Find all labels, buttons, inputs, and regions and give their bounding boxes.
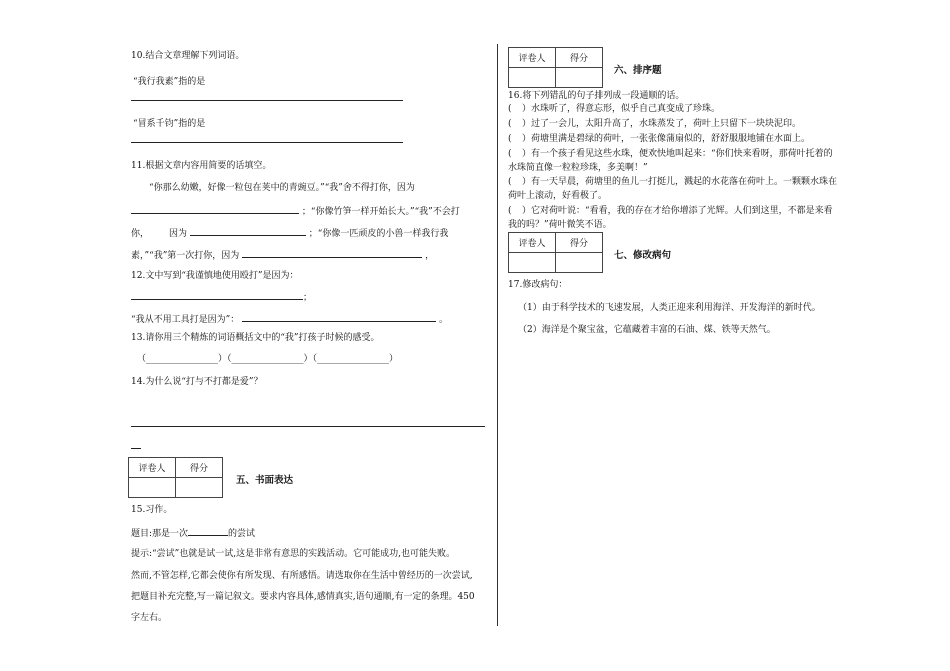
- q16-paren-3[interactable]: (: [508, 134, 512, 144]
- score-box-reviewer-label: 评卷人: [509, 48, 556, 68]
- q10-answer-line-b[interactable]: [131, 142, 403, 143]
- q11-line-3-c: ；“你像一匹顽皮的小兽一样我行我: [308, 229, 449, 239]
- score-box-points-cell[interactable]: [556, 68, 603, 88]
- q17-title: 17.修改病句：: [508, 280, 568, 290]
- q16-paren-6[interactable]: (: [508, 206, 512, 216]
- q16-paren-1[interactable]: (: [508, 104, 512, 114]
- q12-line-1-end: ；: [303, 293, 313, 303]
- q11-blank-1[interactable]: [131, 204, 299, 214]
- q15-prompt-line-4: 字左右。: [131, 613, 168, 623]
- section-7-title: 七、修改病句: [614, 250, 672, 261]
- q17-item-1: （1）由于科学技术的飞速发展，人类正迎来利用海洋、开发海洋的新时代。: [518, 303, 821, 313]
- q11-line-3: [131, 226, 448, 240]
- section-5-title: 五、书面表达: [236, 475, 294, 486]
- q16-sentence-2-text: ）过了一会儿，太阳升高了，水珠蒸发了，荷叶上只留下一块块泥印。: [522, 119, 802, 129]
- score-box-section6: [508, 47, 603, 88]
- score-box-points-cell[interactable]: [176, 478, 223, 498]
- q15-topic-b: 的尝试: [228, 529, 256, 539]
- q15-prompt-line-2: 然而,不管怎样,它都会使你有所发现、有所感悟。请选取你在生活中曾经历的一次尝试,: [131, 571, 473, 581]
- q16-sentence-6-cont: 我的吗？”荷叶微笑不语。: [508, 220, 612, 230]
- q16-paren-2[interactable]: (: [508, 119, 512, 129]
- q15-prompt-line-3: 把题目补充完整,写一篇记叙文。要求内容具体,感情真实,语句通顺,有一定的条理。450: [131, 592, 475, 602]
- q14-answer-line-1[interactable]: [131, 426, 485, 427]
- q16-sentence-1: [508, 103, 720, 115]
- q11-line-4: [131, 248, 434, 262]
- q16-sentence-2: [508, 118, 801, 130]
- section-6-title: 六、排序题: [614, 65, 662, 76]
- q11-blank-2[interactable]: [190, 226, 306, 236]
- q11-line-4-a: 素，”“我”第一次打你，因为: [131, 251, 240, 261]
- score-box-reviewer-cell[interactable]: [509, 68, 556, 88]
- q16-sentence-5: [508, 176, 837, 188]
- q15-topic-a: 题目:那是一次: [131, 529, 189, 539]
- q14-answer-line-2[interactable]: [131, 448, 141, 449]
- q11-title: 11.根据文章内容用简要的话填空。: [131, 161, 272, 171]
- q16-sentence-5-cont: 荷叶上滚动，好看极了。: [508, 191, 608, 201]
- q11-line-3-b: 因为: [169, 229, 188, 239]
- q11-line-2: [131, 204, 460, 218]
- q11-blank-3[interactable]: [242, 248, 422, 258]
- q13-answer-blanks[interactable]: （________________）（________________）（________________）: [137, 354, 399, 364]
- q10-answer-line-a[interactable]: [131, 100, 403, 101]
- column-divider: [497, 44, 498, 626]
- score-box-reviewer-cell[interactable]: [129, 478, 176, 498]
- q17-item-2: （2）海洋是个聚宝盆，它蕴藏着丰富的石油、煤、铁等天然气。: [518, 325, 776, 335]
- q16-sentence-3: [508, 133, 810, 145]
- q16-sentence-4: [508, 148, 833, 160]
- q12-line-2-a: “我从不用工具打是因为”：: [131, 315, 240, 325]
- q16-sentence-1-text: ）水珠听了，得意忘形，似乎自己真变成了珍珠。: [522, 104, 721, 114]
- q16-sentence-5-text: ）有一天早晨，荷塘里的鱼儿一打挺儿，溅起的水花落在荷叶上。一颗颗水珠在: [522, 177, 838, 187]
- q12-line-2: [131, 312, 448, 326]
- q16-title: 16.将下列错乱的句子排列成一段通顺的话。: [508, 91, 685, 101]
- q16-paren-4[interactable]: (: [508, 149, 512, 159]
- q16-sentence-4-cont: 水珠简直像一粒粒珍珠，多美啊！”: [508, 163, 648, 173]
- q16-sentence-4-text: ）有一个孩子看见这些水珠，便欢快地叫起来：“你们快来看呀，那荷叶托着的: [522, 149, 833, 159]
- q16-sentence-3-text: ）荷塘里满是碧绿的荷叶，一张张像蒲扇似的，舒舒服服地铺在水面上。: [522, 134, 811, 144]
- q10-title: 10.结合文章理解下列词语。: [131, 51, 245, 61]
- score-box-points-label: 得分: [556, 48, 603, 68]
- q10-item-b: “冒系千钧”指的是: [133, 119, 206, 129]
- score-box-reviewer-label: 评卷人: [509, 233, 556, 253]
- score-box-section5: [128, 457, 223, 498]
- q11-line-2-text: ；“你像竹笋一样开始长大。”“我”不会打: [301, 207, 460, 217]
- q16-sentence-6: [508, 205, 833, 217]
- q13-title: 13.请你用三个精炼的词语概括文中的“我”打孩子时候的感受。: [131, 333, 380, 343]
- q14-title: 14.为什么说“打与不打都是爱”？: [131, 377, 263, 387]
- score-box-points-label: 得分: [556, 233, 603, 253]
- q15-topic-blank[interactable]: [188, 526, 228, 536]
- q12-blank-2[interactable]: [242, 312, 436, 322]
- q11-line-3-a: 你，: [131, 229, 150, 239]
- score-box-points-cell[interactable]: [556, 253, 603, 273]
- q10-item-a: “我行我素”指的是: [133, 77, 206, 87]
- q12-line-1: [131, 290, 312, 304]
- q15-prompt-line-1: 提示:“尝试”也就是试一试,这是非常有意思的实践活动。它可能成功,也可能失败。: [131, 549, 455, 559]
- q12-title: 12.文中写到“我谨慎地使用殴打”是因为：: [131, 271, 299, 281]
- q16-paren-5[interactable]: (: [508, 177, 512, 187]
- q12-blank-1[interactable]: [131, 290, 303, 300]
- q15-topic: [131, 526, 255, 540]
- q16-sentence-6-text: ）它对荷叶说：“看看，我的存在才给你增添了光辉。人们到这里，不都是来看: [522, 206, 833, 216]
- q15-title: 15.习作。: [131, 505, 173, 515]
- score-box-section7: [508, 232, 603, 273]
- q11-line-4-b: ，: [425, 251, 435, 261]
- q12-line-2-end: 。: [438, 315, 448, 325]
- score-box-reviewer-label: 评卷人: [129, 458, 176, 478]
- q11-line-1: “你那么幼嫩，好像一粒包在荚中的青豌豆。”“我”舍不得打你，因为: [149, 183, 415, 193]
- score-box-reviewer-cell[interactable]: [509, 253, 556, 273]
- score-box-points-label: 得分: [176, 458, 223, 478]
